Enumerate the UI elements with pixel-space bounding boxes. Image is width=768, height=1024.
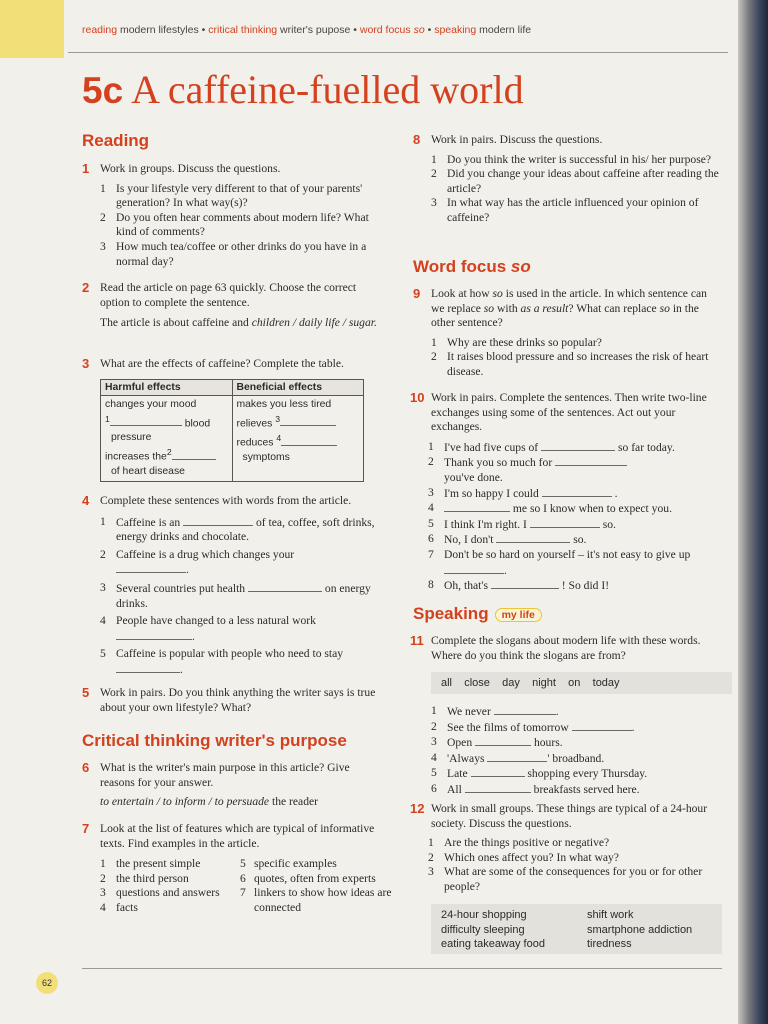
header-reading: reading	[82, 24, 118, 36]
question-4	[82, 494, 382, 678]
list-item: 3 In what way has the article influenced your opinion of caffeine?	[431, 196, 699, 224]
feature-item: difficulty sleeping	[441, 923, 525, 936]
question-text: Read the article on page 63 quickly. Choose the correct option to complete the sentence.	[100, 281, 357, 309]
question-10	[410, 391, 723, 594]
question-number: 7	[82, 821, 90, 836]
beneficial-effects-cell: makes you less tired relieves $^3$ reduces $^4$ symptoms	[232, 396, 364, 482]
header-bullet: •	[353, 24, 357, 36]
list-item: 1 We never .	[431, 704, 559, 718]
question-text: Work in small groups. These things are typical of a 24-hour society. Discuss the questions.	[431, 802, 708, 830]
harmful-effects-cell: changes your mood $^1$ blood pressure increases the$^2$ of heart disease	[101, 396, 233, 482]
question-number: 10	[410, 390, 425, 405]
header-speaking: speaking	[434, 24, 477, 36]
lesson-title: A caffeine-fuelled world	[131, 67, 524, 112]
question-text: Work in groups. Discuss the questions.	[100, 162, 281, 175]
question-12	[410, 802, 723, 895]
question-number: 3	[82, 356, 90, 371]
critical-thinking-heading: Critical thinking writer's purpose	[82, 731, 347, 750]
list-item: 8 Oh, that's ! So did I!	[428, 578, 610, 593]
header-reading-topic: modern lifestyles	[117, 24, 199, 36]
header-divider	[68, 52, 728, 53]
header-critical: critical thinking	[208, 24, 278, 36]
question-7	[82, 822, 392, 916]
list-item: 3 Several countries put health on energy drinks.	[100, 580, 371, 610]
list-item: 2 Which ones affect you? In what way?	[428, 850, 619, 864]
list-item: 5 specific examples	[240, 857, 337, 871]
list-item: 2 See the films of tomorrow .	[431, 719, 635, 734]
list-item: 5 I think I'm right. I so.	[428, 516, 616, 531]
list-item: 2 Thank you so much for you've done.	[410, 455, 723, 485]
list-item: 1 Caffeine is an of tea, coffee, soft drinks, energy drinks and chocolate.	[100, 514, 375, 544]
list-item: 3 What are some of the consequences for you or for other people?	[428, 865, 703, 893]
question-text: Complete the slogans about modern life with these words. Where do you think the slogans are from?	[431, 634, 701, 662]
table-header: Beneficial effects	[232, 380, 364, 396]
question-11	[410, 634, 723, 663]
list-item: 5 Caffeine is popular with people who need to stay .	[100, 647, 344, 676]
my-life-badge: my life	[495, 608, 542, 622]
book-spine-gutter	[738, 0, 768, 1024]
list-item: 1 Are the things positive or negative?	[428, 836, 610, 850]
list-item: 4 me so I know when to expect you.	[428, 501, 672, 516]
list-item: 2 Caffeine is a drug which changes your .	[100, 547, 295, 577]
list-item: 6 quotes, often from experts	[240, 871, 376, 885]
list-item: 1 Why are these drinks so popular?	[431, 335, 602, 349]
question-number: 5	[82, 685, 90, 700]
question-number: 4	[82, 493, 90, 508]
question-text: Work in pairs. Discuss the questions.	[431, 133, 603, 146]
feature-item: 24-hour shopping	[441, 909, 527, 921]
feature-item: eating takeaway food	[441, 938, 545, 950]
list-item: 3 How much tea/coffee or other drinks do you have in a normal day?	[100, 239, 367, 268]
header-speaking-topic: modern life	[476, 24, 532, 36]
lesson-code: 5c	[82, 70, 124, 111]
list-item: 2 Did you change your ideas about caffeine after reading the article?	[431, 167, 719, 195]
question-number: 8	[413, 132, 421, 147]
header-bullet: •	[201, 24, 206, 36]
question-text: Work in pairs. Complete the sentences. Then write two-line exchanges using some of the sentences. Act out your exchanges.	[431, 391, 707, 434]
question-1	[82, 162, 382, 269]
list-item: 4 People have changed to a less natural work .	[100, 614, 316, 643]
question-text: What is the writer's main purpose in this article? Give reasons for your answer.	[100, 761, 350, 789]
question-2	[82, 281, 382, 331]
question-3	[82, 357, 382, 372]
question-number: 2	[82, 280, 90, 295]
feature-list	[82, 857, 392, 915]
list-item: 5 Late shopping every Thursday.	[431, 766, 648, 781]
header-critical-topic: writer's pupose	[277, 24, 351, 36]
question-text: Work in pairs. Do you think anything the writer says is true about your own lifestyle? What?	[100, 686, 376, 714]
question-number: 12	[410, 801, 425, 816]
list-item: 3 Open hours.	[431, 735, 563, 750]
list-item: 1 Is your lifestyle very different to that of your parents' generation? In what way(s)?	[100, 181, 363, 210]
page-number: 62	[36, 972, 58, 994]
question-number: 6	[82, 760, 90, 775]
question-text: Complete these sentences with words from the article.	[100, 494, 352, 507]
question-11-items	[413, 704, 723, 798]
question-6	[82, 761, 382, 810]
answer-options: to entertain / to inform / to persuade the reader	[100, 795, 318, 809]
word-bank: all close day night on today	[431, 672, 732, 694]
footer-divider	[82, 968, 722, 969]
list-item: 1 Do you think the writer is successful in his/ her purpose?	[431, 152, 712, 166]
header-wordfocus-so: so	[410, 24, 425, 36]
question-5	[82, 686, 382, 715]
page-title	[82, 67, 524, 112]
question-number: 1	[82, 161, 90, 176]
question-8	[413, 133, 723, 226]
header-bullet: •	[427, 24, 432, 36]
question-number: 9	[413, 286, 421, 301]
list-item: 3 questions and answers	[100, 886, 220, 900]
list-item: 4 'Always ' broadband.	[431, 750, 605, 765]
yellow-corner-tab	[0, 0, 64, 58]
list-item: 6 No, I don't so.	[428, 532, 587, 547]
list-item: 3 I'm so happy I could .	[428, 485, 618, 500]
list-item: 2 It raises blood pressure and so increases the risk of heart disease.	[431, 350, 709, 378]
question-sentence: The article is about caffeine and children / daily life / sugar.	[100, 316, 377, 330]
society-features-box	[431, 904, 722, 954]
header-wordfocus: word focus	[359, 24, 411, 36]
lesson-header-strip	[82, 24, 722, 36]
list-item: 4 facts	[100, 900, 138, 914]
list-item: 7 linkers to show how ideas are connected	[240, 886, 392, 914]
question-9	[413, 287, 723, 380]
speaking-heading: Speaking my life	[413, 604, 542, 624]
word-focus-heading: Word focus so	[413, 257, 531, 276]
list-item: 1 I've had five cups of so far today.	[428, 439, 675, 454]
answer-options: children / daily life / sugar.	[251, 316, 377, 330]
feature-item: shift work	[587, 909, 634, 921]
table-header: Harmful effects	[101, 380, 233, 396]
list-item: 7 Don't be so hard on yourself – it's not easy to give up .	[428, 547, 691, 577]
question-text: Look at the list of features which are typical of informative texts. Find examples in the article.	[100, 822, 375, 850]
feature-item: tiredness	[587, 938, 632, 950]
list-item: 1 the present simple	[100, 857, 201, 871]
reading-heading: Reading	[82, 131, 150, 150]
question-text: Look at how so is used in the article. In which sentence can we replace so with as a result? What can replace so in the other sentence?	[431, 287, 707, 330]
question-number: 11	[410, 633, 424, 648]
effects-table	[100, 379, 364, 482]
list-item: 2 the third person	[100, 871, 189, 885]
list-item: 2 Do you often hear comments about modern life? What kind of comments?	[100, 210, 369, 239]
question-text: What are the effects of caffeine? Complete the table.	[100, 357, 344, 370]
list-item: 6 All breakfasts served here.	[431, 781, 640, 796]
feature-item: smartphone addiction	[587, 923, 693, 936]
